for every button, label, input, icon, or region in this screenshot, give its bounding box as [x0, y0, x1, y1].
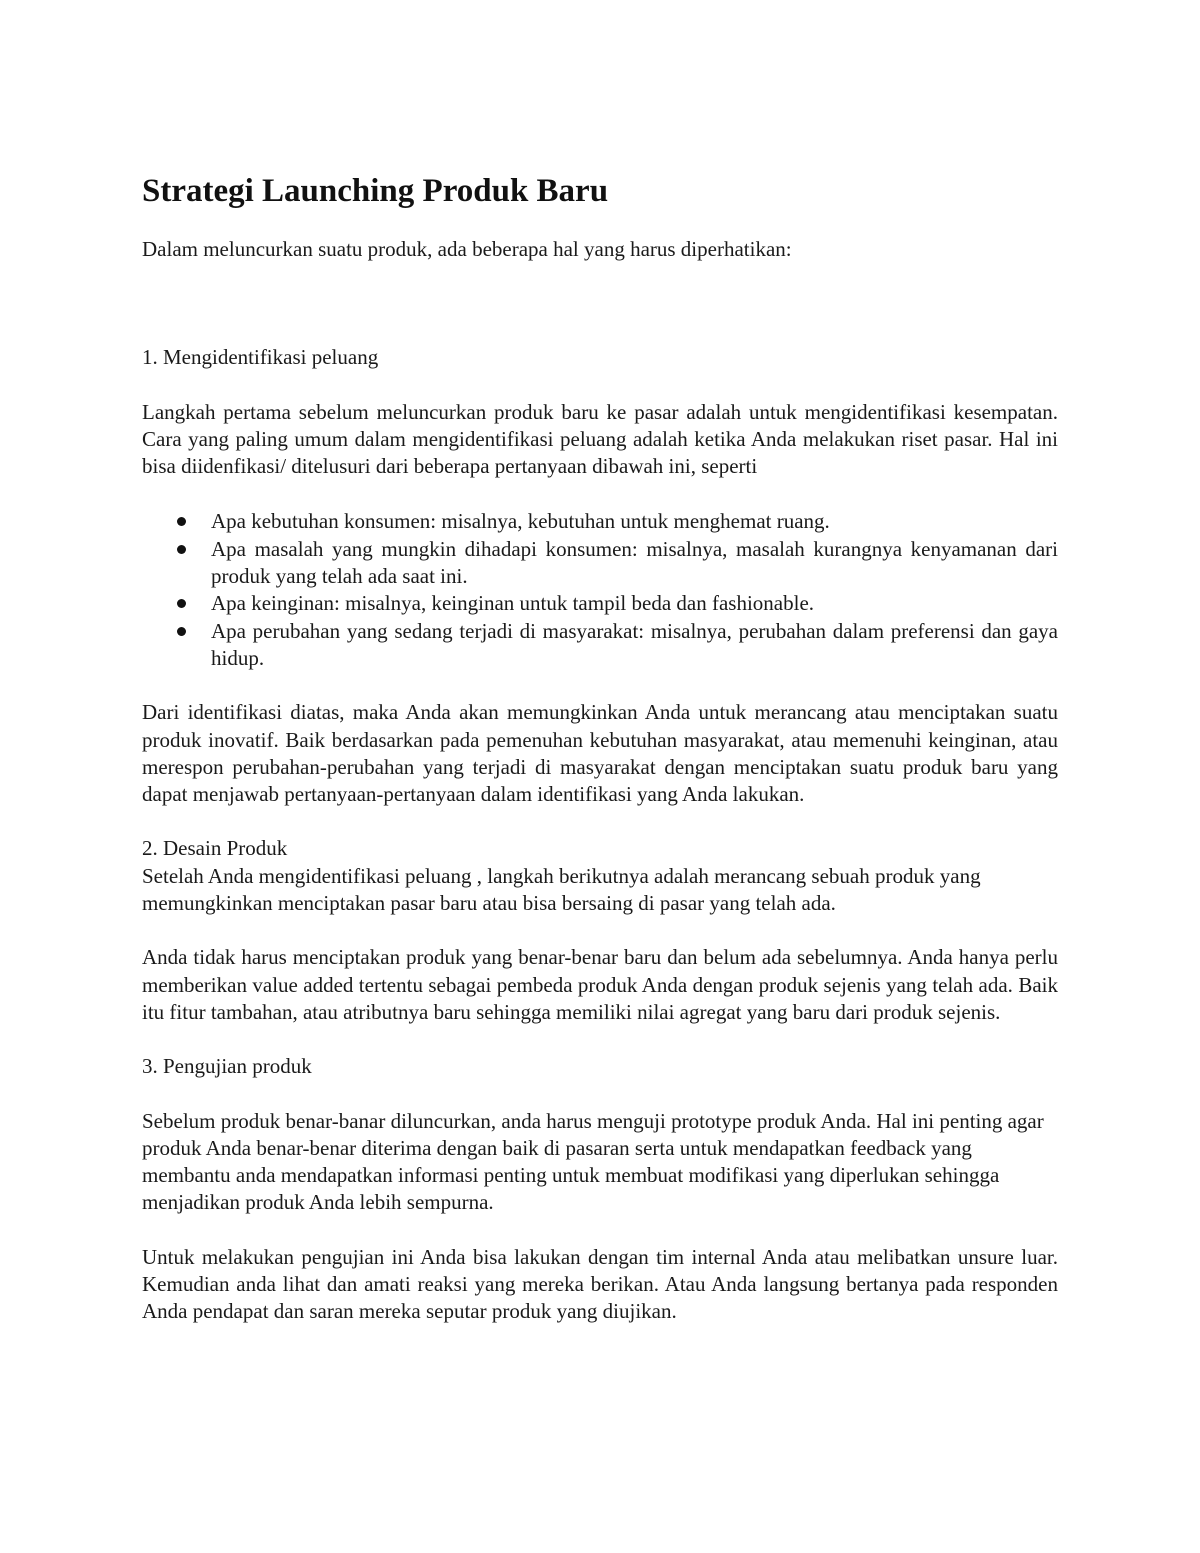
list-item — [142, 508, 1058, 535]
section-3-paragraph-1: Sebelum produk benar-banar diluncurkan, anda harus menguji prototype produk Anda. Hal ini penting agar produk Anda benar-benar diterima dengan baik di pasaran serta untuk mendapatkan feedback yang membantu anda mendapatkan informasi penting untuk membuat modifikasi yang diperlukan sehingga menjadikan produk Anda lebih sempurna. — [142, 1108, 1044, 1215]
section-3-paragraph-2: Untuk melakukan pengujian ini Anda bisa lakukan dengan tim internal Anda atau melibatkan unsure luar. Kemudian anda lihat dan amati reaksi yang mereka berikan. Atau Anda langsung bertanya pada responden Anda pendapat dan saran mereka seputar produk yang diujikan. — [142, 1244, 1058, 1324]
list-item-text: Apa keinginan: misalnya, keinginan untuk tampil beda dan fashionable. — [211, 591, 815, 616]
list-item-text: Apa perubahan yang sedang terjadi di masyarakat: misalnya, perubahan dalam preferensi dan gaya hidup. — [211, 618, 1058, 670]
section-2-paragraph-2: Anda tidak harus menciptakan produk yang benar-benar baru dan belum ada sebelumnya. Anda hanya perlu memberikan value added tertentu sebagai pembeda produk Anda dengan produk sejenis yang telah ada. Baik itu fitur tambahan, atau atributnya baru sehingga memiliki nilai agregat yang baru dari produk sejenis. — [142, 945, 1058, 1024]
section-heading-3: 3. Pengujian produk — [142, 1054, 312, 1079]
bullet-icon — [177, 545, 186, 554]
document-page — [142, 168, 1058, 1326]
section-heading-2: 2. Desain Produk — [142, 836, 288, 861]
section-2-paragraph-1: Setelah Anda mengidentifikasi peluang , langkah berikutnya adalah merancang sebuah produk yang memungkinkan menciptakan pasar baru atau bisa bersaing di pasar yang telah ada. — [142, 863, 981, 916]
section-1-conclusion: Dari identifikasi diatas, maka Anda akan memungkinkan Anda untuk merancang atau menciptakan suatu produk inovatif. Baik berdasarkan pada pemenuhan kebutuhan masyarakat, atau memenuhi keinginan, atau merespon perubahan-perubahan yang terjadi di masyarakat dengan menciptakan suatu produk baru yang dapat menjawab pertanyaan-pertanyaan dalam identifikasi yang Anda lakukan. — [142, 700, 1058, 807]
bullet-icon — [177, 517, 186, 526]
list-item-text: Apa masalah yang mungkin dihadapi konsumen: misalnya, masalah kurangnya kenyamanan dari produk yang telah ada saat ini. — [211, 536, 1058, 589]
list-item — [142, 618, 1058, 673]
document-title: Strategi Launching Produk Baru — [142, 173, 609, 209]
section-heading-1: 1. Mengidentifikasi peluang — [142, 345, 379, 370]
question-list — [142, 508, 1058, 672]
section-1-paragraph: Langkah pertama sebelum meluncurkan produk baru ke pasar adalah untuk mengidentifikasi kesempatan. Cara yang paling umum dalam mengidentifikasi peluang adalah ketika Anda melakukan riset pasar. Hal ini bisa diidenfikasi/ ditelusuri dari beberapa pertanyaan dibawah ini, seperti — [142, 399, 1058, 479]
intro-paragraph: Dalam meluncurkan suatu produk, ada beberapa hal yang harus diperhatikan: — [142, 237, 792, 261]
list-item — [142, 590, 1058, 617]
bullet-icon — [177, 599, 186, 608]
bullet-icon — [177, 627, 186, 636]
list-item-text: Apa kebutuhan konsumen: misalnya, kebutuhan untuk menghemat ruang. — [211, 509, 830, 534]
list-item — [142, 536, 1058, 591]
